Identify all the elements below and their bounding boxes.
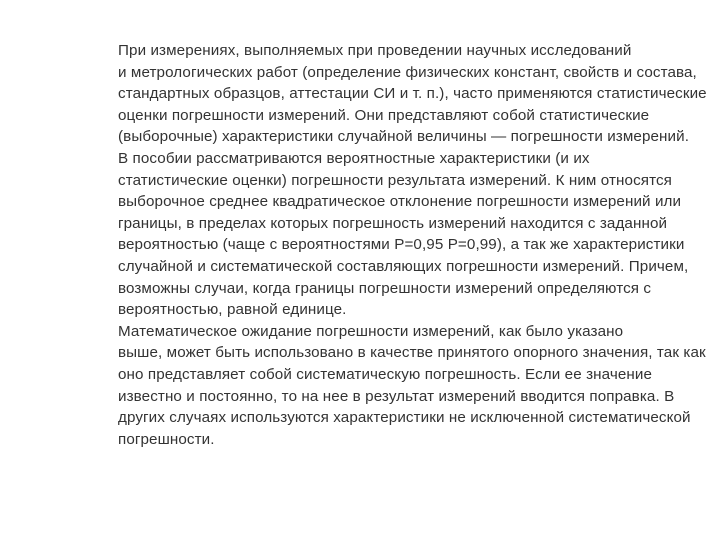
text-line: погрешности. (118, 430, 215, 448)
text-line: оценки погрешности измерений. Они представляют собой статистические (118, 106, 650, 124)
text-line: (выборочные) характеристики случайной величины — погрешности измерений. (118, 128, 690, 146)
text-line: В пособии рассматриваются вероятностные характеристики (и их (118, 149, 590, 167)
text-line: других случаях используются характеристики не исключенной систематической (118, 409, 691, 427)
text-line: случайной и систематической составляющих погрешности измерений. Причем, (118, 257, 689, 275)
body-text (44, 40, 707, 450)
paragraph-3 (44, 321, 706, 451)
paragraph-1 (44, 40, 707, 148)
text-line: статистические оценки) погрешности результата измерений. К ним относятся (118, 171, 672, 189)
text-line: выборочное среднее квадратическое отклонение погрешности измерений или (118, 193, 682, 211)
text-line: и метрологических работ (определение физических констант, свойств и состава, (118, 63, 697, 81)
text-line: При измерениях, выполняемых при проведении научных исследований (118, 42, 632, 59)
text-line: выше, может быть использовано в качестве принятого опорного значения, так как (118, 344, 706, 362)
text-line: вероятностью (чаще с вероятностями P=0,95 P=0,99), а так же характеристики (118, 236, 685, 254)
text-line: вероятностью, равной единице. (118, 301, 347, 319)
text-line: границы, в пределах которых погрешность измерений находится с заданной (118, 214, 668, 232)
text-line: стандартных образцов, аттестации СИ и т. п.), часто применяются статистические (118, 85, 707, 103)
text-line: известно и постоянно, то на нее в результат измерений вводится поправка. В (118, 387, 675, 405)
paragraph-2 (44, 148, 689, 321)
text-line: Математическое ожидание погрешности измерений, как было указано (118, 322, 624, 340)
text-line: оно представляет собой систематическую погрешность. Если ее значение (118, 365, 653, 383)
text-line: возможны случаи, когда границы погрешности измерений определяются с (118, 279, 652, 297)
